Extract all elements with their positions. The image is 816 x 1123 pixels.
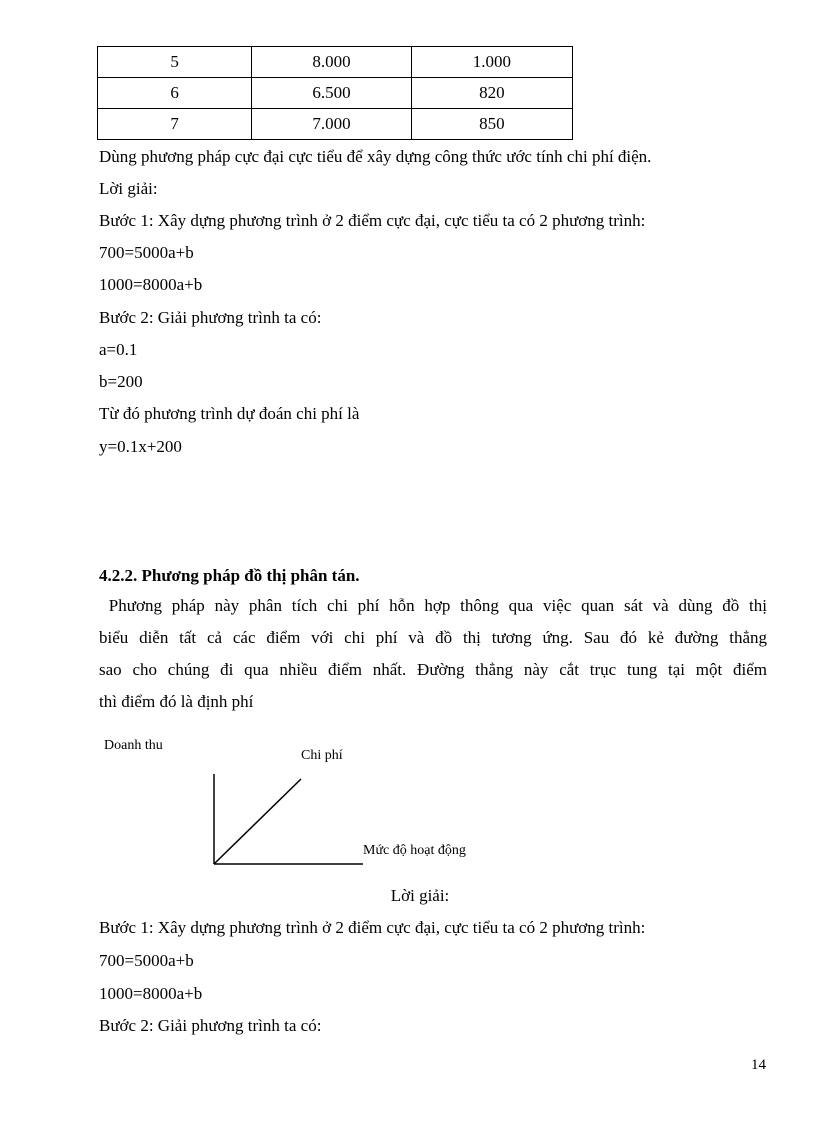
equation-2: 1000=8000a+b bbox=[99, 275, 203, 294]
table-cell: 8.000 bbox=[252, 47, 411, 78]
table-cell: 6 bbox=[98, 78, 252, 109]
step2-text: Bước 2: Giải phương trình ta có: bbox=[99, 308, 322, 327]
step1-text: Bước 1: Xây dựng phương trình ở 2 điểm cực đại, cực tiểu ta có 2 phương trình: bbox=[99, 211, 646, 230]
x-axis-label: Mức độ hoạt động bbox=[363, 843, 466, 858]
conclusion-text: Từ đó phương trình dự đoán chi phí là bbox=[99, 404, 360, 423]
table-row bbox=[98, 109, 573, 140]
line-label: Chi phí bbox=[301, 748, 343, 763]
data-table bbox=[97, 46, 573, 140]
solution-label: Lời giải: bbox=[99, 179, 158, 198]
y-axis-label: Doanh thu bbox=[104, 738, 163, 753]
paragraph-line: Phương pháp này phân tích chi phí hỗn hợp thông qua việc quan sát và dùng đồ thị bbox=[99, 596, 767, 615]
formula: y=0.1x+200 bbox=[99, 437, 182, 456]
step1-text-repeat: Bước 1: Xây dựng phương trình ở 2 điểm cực đại, cực tiểu ta có 2 phương trình: bbox=[99, 918, 646, 937]
result-a: a=0.1 bbox=[99, 340, 138, 359]
table-cell: 850 bbox=[411, 109, 572, 140]
solution-label-centered: Lời giải: bbox=[390, 886, 450, 905]
section-paragraph bbox=[99, 590, 767, 718]
task-text: Dùng phương pháp cực đại cực tiểu để xây dựng công thức ước tính chi phí điện. bbox=[99, 147, 652, 166]
scatter-figure bbox=[205, 770, 365, 870]
table-cell: 7.000 bbox=[252, 109, 411, 140]
result-b: b=200 bbox=[99, 372, 143, 391]
cost-line bbox=[214, 779, 301, 864]
step2-text-repeat: Bước 2: Giải phương trình ta có: bbox=[99, 1016, 322, 1035]
paragraph-line: thì điểm đó là định phí bbox=[99, 692, 254, 711]
table-cell: 820 bbox=[411, 78, 572, 109]
table-row bbox=[98, 78, 573, 109]
table-cell: 1.000 bbox=[411, 47, 572, 78]
paragraph-line: sao cho chúng đi qua nhiều điểm nhất. Đường thẳng này cắt trục tung tại một điểm bbox=[99, 660, 767, 679]
section-heading: 4.2.2. Phương pháp đồ thị phân tán. bbox=[99, 566, 360, 585]
equation-1-repeat: 700=5000a+b bbox=[99, 951, 194, 970]
table-cell: 7 bbox=[98, 109, 252, 140]
equation-1: 700=5000a+b bbox=[99, 243, 194, 262]
table-row bbox=[98, 47, 573, 78]
table-cell: 6.500 bbox=[252, 78, 411, 109]
table-cell: 5 bbox=[98, 47, 252, 78]
page-number: 14 bbox=[751, 1057, 766, 1073]
equation-2-repeat: 1000=8000a+b bbox=[99, 984, 203, 1003]
paragraph-line: biểu diễn tất cả các điểm với chi phí và đồ thị tương ứng. Sau đó kẻ đường thẳng bbox=[99, 628, 767, 647]
